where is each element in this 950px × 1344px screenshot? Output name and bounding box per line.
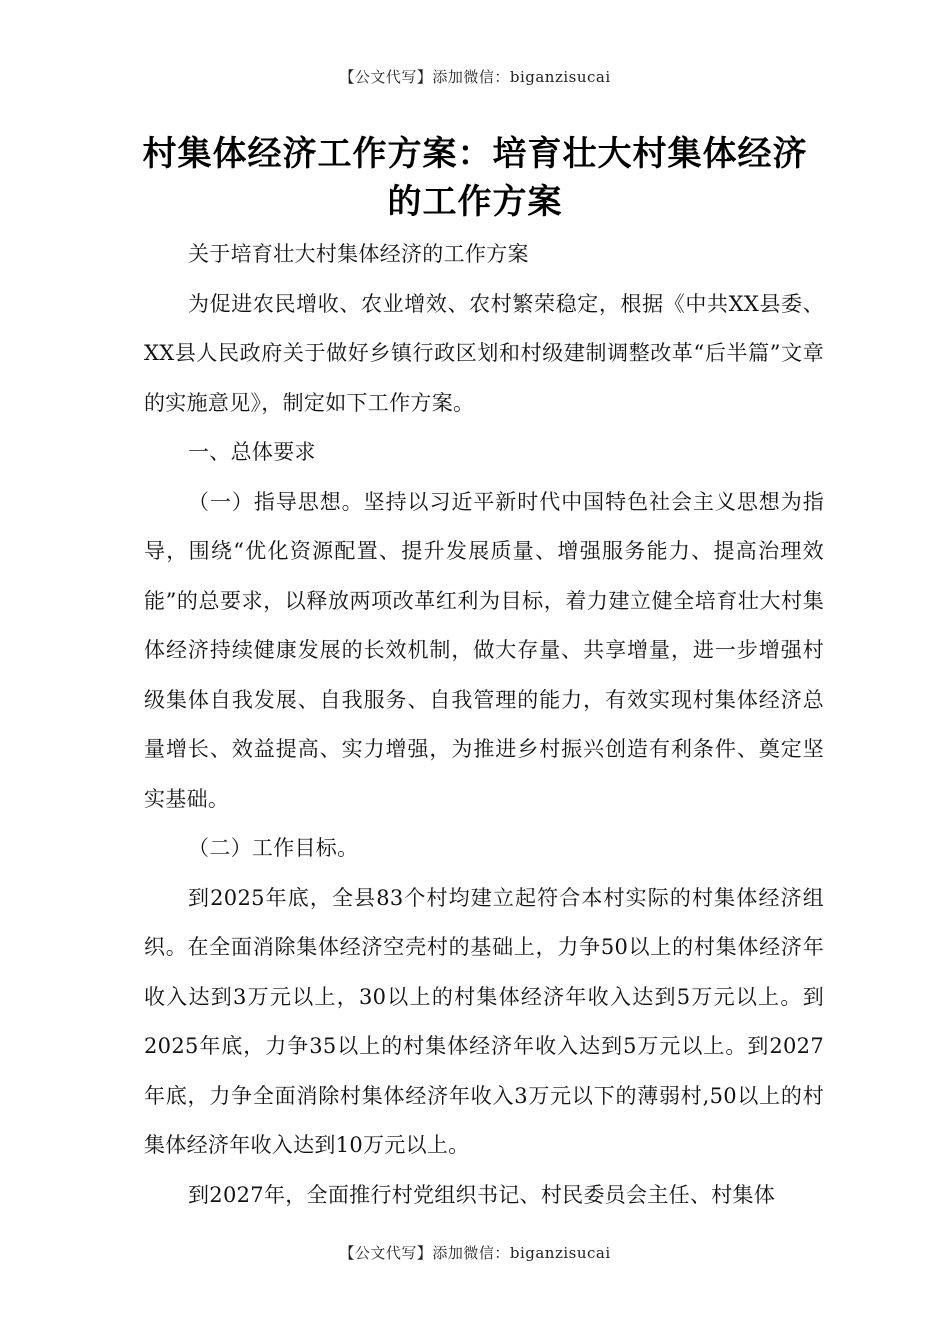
document-body <box>144 230 824 1220</box>
subsection-heading: （二）工作目标。 <box>188 836 359 860</box>
page-header: 【公文代写】添加微信：biganzisucai <box>339 68 611 86</box>
subtitle-paragraph: 关于培育壮大村集体经济的工作方案 <box>188 242 529 266</box>
targets-paragraph: 到2025年底，全县83个村均建立起符合本村实际的村集体经济组织。在全面消除集体经济空壳村的基础上，力争50以上的村集体经济年收入达到3万元以上，30以上的村集体经济年收入达到5万元以上。到2025年底，力争35以上的村集体经济年收入达到5万元以上。到2027年底，力争全面消除村集体经济年收入3万元以下的薄弱村,50以上的村集体经济年收入达到10万元以上。 <box>144 885 824 1157</box>
document-title: 村集体经济工作方案：培育壮大村集体经济的工作方案 <box>142 134 808 222</box>
continuation-paragraph: 到2027年，全面推行村党组织书记、村民委员会主任、村集体 <box>188 1182 776 1207</box>
section-heading: 一、总体要求 <box>188 440 316 464</box>
guiding-ideology-paragraph: （一）指导思想。坚持以习近平新时代中国特色社会主义思想为指导，围绕“优化资源配置、提升发展质量、增强服务能力、提高治理效能”的总要求，以释放两项改革红利为目标，着力建立健全培育壮大村集体经济持续健康发展的长效机制，做大存量、共享增量，进一步增强村级集体自我发展、自我服务、自我管理的能力，有效实现村集体经济总量增长、效益提高、实力增强，为推进乡村振兴创造有利条件、奠定坚实基础。 <box>144 489 824 811</box>
page-footer: 【公文代写】添加微信：biganzisucai <box>339 1244 611 1262</box>
intro-paragraph: 为促进农民增收、农业增效、农村繁荣稳定，根据《中共XX县委、XX县人民政府关于做好乡镇行政区划和村级建制调整改革“后半篇”文章的实施意见》，制定如下工作方案。 <box>144 291 824 415</box>
